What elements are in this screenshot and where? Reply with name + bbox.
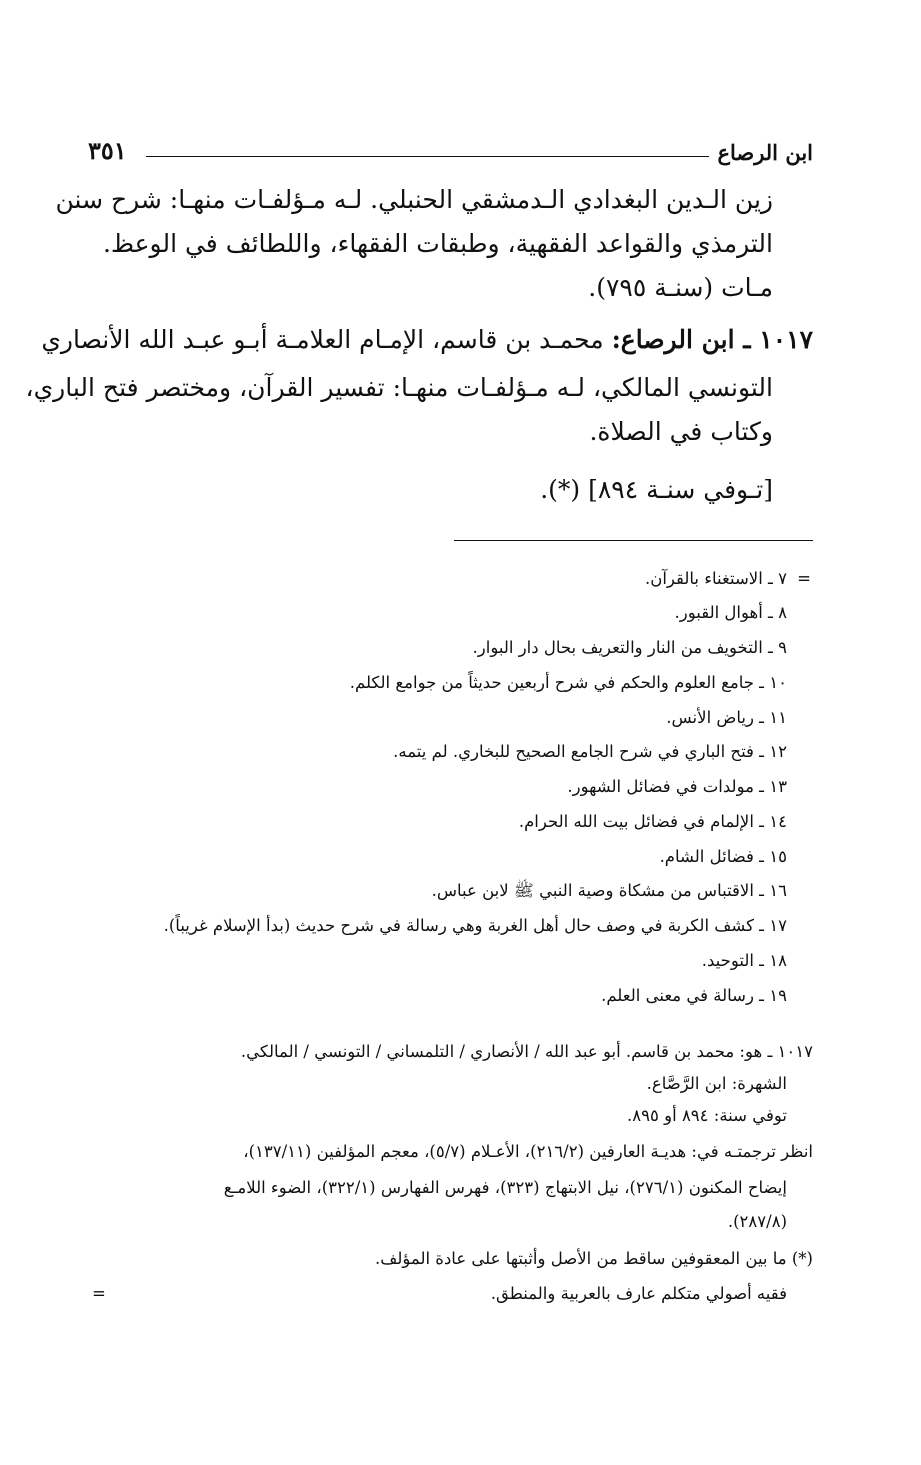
footnote-sources-line-3: (٢٨٧/٨). xyxy=(727,1212,787,1231)
footnote-list-item: ١٥ ـ فضائل الشام. xyxy=(659,847,787,866)
entry-line-1-text: محمـد بن قاسم، الإمـام العلامـة أبـو عبـد الله الأنصاري xyxy=(41,325,604,354)
footnote-sources-line-1: انظر ترجمتـه في: هديـة العارفين (٢١٦/٢)، الأعـلام (٥/٧)، معجم المؤلفين (١٣٧/١١)، xyxy=(243,1142,813,1161)
footnote-list-item: ١٨ ـ التوحيد. xyxy=(701,951,787,970)
entry-1017-line-1 xyxy=(41,318,813,362)
entry-heading: ١٠١٧ ـ ابن الرصاع: xyxy=(611,325,813,354)
footnote-death-year: توفي سنة: ٨٩٤ أو ٨٩٥. xyxy=(627,1106,787,1125)
footnote-list-item: ١٣ ـ مولدات في فضائل الشهور. xyxy=(567,777,787,796)
footnote-list-item: ١٧ ـ كشف الكربة في وصف حال أهل الغربة وهي رسالة في شرح حديث (بدأ الإسلام غريباً). xyxy=(163,916,787,935)
footnote-asterisk-note: (*) ما بين المعقوفين ساقط من الأصل وأثبتها على عادة المؤلف. xyxy=(375,1249,813,1268)
footnote-list-item: ١٢ ـ فتح الباري في شرح الجامع الصحيح للبخاري. لم يتمه. xyxy=(393,742,787,761)
footnote-list-item: ١٤ ـ الإلمام في فضائل بيت الله الحرام. xyxy=(518,812,787,831)
entry-1017-line-3: وكتاب في الصلاة. xyxy=(589,417,773,446)
footnote-separator xyxy=(454,540,813,541)
body-line-2: الترمذي والقواعد الفقهية، وطبقات الفقهاء، واللطائف في الوعظ. xyxy=(102,229,773,258)
body-line-1: زين الـدين البغدادي الـدمشقي الحنبلي. لـه مـؤلفـات منهـا: شرح سنن xyxy=(55,185,773,214)
footnote-sources-line-2: إيضاح المكنون (٢٧٦/١)، نيل الابتهاج (٣٢٣)، فهرس الفهارس (٣٢٢/١)، الضوء اللامـع xyxy=(223,1178,787,1197)
entry-death-date: [تـوفي سنـة ٨٩٤] (*). xyxy=(540,475,773,504)
footnote-entry-1017: ١٠١٧ ـ هو: محمد بن قاسم. أبو عبد الله / الأنصاري / التلمساني / التونسي / المالكي. xyxy=(240,1042,813,1061)
footnote-list-item: ٨ ـ أهوال القبور. xyxy=(674,603,787,622)
running-header-title: ابن الرصاع xyxy=(717,140,813,165)
footnote-continuation-mark: = xyxy=(797,569,811,588)
page-number: ٣٥١ xyxy=(88,136,127,165)
body-line-3: مـات (سنـة ٧٩٥). xyxy=(588,273,773,302)
footnote-list-item: ١١ ـ رياض الأنس. xyxy=(666,708,787,727)
footnote-fame: الشهرة: ابن الرَّصَّاع. xyxy=(646,1074,787,1093)
footnote-list-item: ٧ ـ الاستغناء بالقرآن. xyxy=(644,569,787,588)
entry-1017-line-2: التونسي المالكي، لـه مـؤلفـات منهـا: تفسير القرآن، ومختصر فتح الباري، xyxy=(25,373,773,402)
footnote-continued-line: فقيه أصولي متكلم عارف بالعربية والمنطق. xyxy=(490,1284,787,1303)
footnote-end-mark: = xyxy=(92,1284,106,1303)
footnote-list-item: ٩ ـ التخويف من النار والتعريف بحال دار البوار. xyxy=(472,638,787,657)
footnote-list-item: ١٩ ـ رسالة في معنى العلم. xyxy=(601,986,787,1005)
header-rule xyxy=(146,156,709,157)
footnote-list-item: ١٦ ـ الاقتباس من مشكاة وصية النبي ﷺ لابن عباس. xyxy=(431,881,787,900)
footnote-list-item: ١٠ ـ جامع العلوم والحكم في شرح أربعين حديثاً من جوامع الكلم. xyxy=(349,673,787,692)
